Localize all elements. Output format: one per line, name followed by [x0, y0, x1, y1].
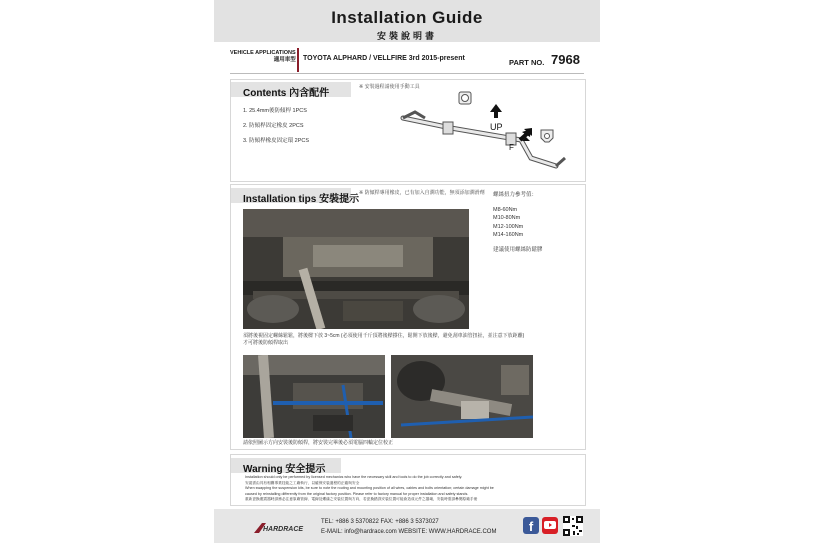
tips-heading-bar	[231, 188, 360, 205]
page-title: Installation Guide	[331, 8, 483, 27]
contact-phone-fax: TEL: +886 3 5370822 FAX: +886 3 5373027	[321, 519, 439, 525]
tips-heading: Installation tips 安裝提示	[243, 194, 360, 205]
hardrace-logo	[254, 522, 310, 534]
tips-note: ※ 防傾桿專用橡皮，已有加入自潤功能，無須添加潤滑劑	[359, 190, 485, 196]
warning-line: caused by reinstalling differently from the original factory position. Please refer to factory manual for proper installation and safety stands.	[245, 491, 469, 496]
tips-caption-1	[243, 333, 583, 346]
tips-caption-2: 請依照圖示方向安裝後防傾桿，將安裝完畢後必須電腦四輪定位校正	[243, 440, 394, 446]
warning-line: 重新更換避震器時請務必注意原廠管線、電線及螺絲之安裝位置與方向，若更換錯誤安裝位置可能會造成元件之損壞，安裝時需請參閱原廠手冊	[245, 497, 478, 502]
torque-reference	[493, 191, 543, 254]
underbody-photo	[243, 209, 469, 329]
contents-section	[230, 79, 586, 182]
page-subtitle: 安裝說明書	[376, 31, 437, 41]
up-arrow-icon	[490, 104, 502, 118]
bushing-installed-photo-drawing	[391, 355, 533, 438]
part-number-label: PART NO.	[509, 58, 545, 67]
torque-value: M8-60Nm	[493, 206, 518, 213]
warning-line: Installation should only be performed by licensed mechanics who have the necessary skill and tools to do the job correctly and safely.	[245, 475, 463, 479]
sway-bar-drawing	[403, 112, 565, 166]
warning-section	[230, 454, 586, 506]
vehicle-applications-row	[214, 46, 600, 72]
contact-email-website: E-MAIL: info@hardrace.com WEBSITE: WWW.HARDRACE.COM	[321, 529, 497, 535]
warning-heading: Warning 安全提示	[243, 464, 326, 475]
facebook-icon[interactable]: f	[523, 517, 539, 534]
qr-code-icon[interactable]	[563, 516, 583, 536]
contents-heading-bar	[231, 82, 351, 97]
vehicle-applications-value: TOYOTA ALPHARD / VELLFIRE 3rd 2015-present	[303, 55, 465, 62]
bushing-icon	[459, 92, 471, 104]
header-rule	[230, 73, 584, 74]
bracket-icon	[541, 130, 553, 142]
vehicle-applications-label-en: VEHICLE APPLICATIONS	[230, 50, 296, 56]
tips-caption-1-line-2: 才可將後防傾桿取出	[243, 339, 289, 346]
installation-tips-section	[230, 184, 586, 450]
bushing-installed-photo	[391, 355, 533, 438]
up-label: UP	[490, 122, 503, 132]
sway-bar-diagram	[381, 88, 581, 178]
page-footer	[214, 509, 600, 543]
installation-guide-page	[214, 0, 600, 543]
sway-bar-installed-photo	[243, 355, 385, 438]
vehicle-applications-label	[230, 50, 296, 64]
contents-item: 1. 25.4mm後防傾桿 1PCS	[243, 108, 307, 114]
youtube-icon[interactable]	[542, 517, 558, 534]
f-label: F	[509, 143, 514, 152]
part-number-value: 7968	[551, 52, 580, 67]
torque-value: M10-80Nm	[493, 215, 521, 221]
torque-value: M12-100Nm	[493, 223, 524, 230]
torque-title: 螺絲扭力參考值：	[493, 192, 538, 198]
youtube-play-glyph	[542, 517, 558, 534]
torque-note: 建議使用螺絲防鬆膠	[493, 246, 543, 253]
accent-divider	[297, 48, 299, 72]
contents-item: 2. 防傾桿固定橡皮 2PCS	[243, 123, 304, 129]
logo-text: HARDRACE	[263, 526, 304, 533]
page-header	[214, 0, 600, 42]
underbody-photo-drawing	[243, 209, 469, 329]
contents-item: 3. 防傾桿橡皮固定環 2PCS	[243, 138, 310, 144]
qr-code-glyph	[563, 516, 583, 536]
warning-line: 安裝需由具有相關專業技能之工廠執行，以確保安裝過程的正確與安全	[245, 480, 360, 485]
contents-heading: Contents 內含配件	[243, 88, 330, 99]
vehicle-applications-label-zh: 適用車型	[273, 57, 296, 63]
tips-caption-1-line-1: 須將後視固定螺絲鬆鬆，將後樑下放 3~5cm (必須使用千斤頂將後樑撐住，鬆開下放後樑，避免刮車油管扭扯，並注意下放距離)	[243, 333, 525, 339]
sway-bar-installed-photo-drawing	[243, 355, 385, 438]
torque-value: M14-160Nm	[493, 232, 524, 238]
warning-text	[245, 475, 575, 503]
warning-heading-bar	[231, 458, 341, 473]
contact-info	[321, 517, 496, 537]
forward-arrow-icon	[520, 128, 532, 141]
contents-note: ※ 安裝過程請使用手動工具	[359, 84, 420, 90]
warning-line: When swapping the suspension kits, be sure to note the routing and mounting position of all wires, cables and bolts orientation; certain damage might be	[245, 486, 494, 491]
contents-list	[243, 106, 309, 151]
